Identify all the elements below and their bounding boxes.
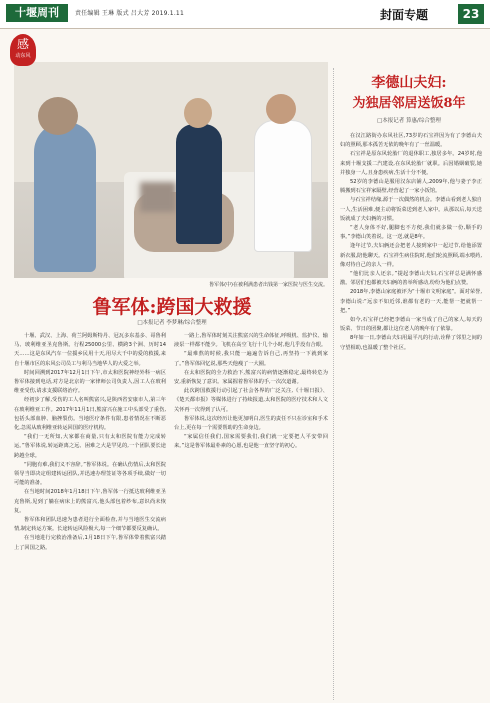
paragraph: “最难熬的时候,我只能一遍遍告诉自己,再坚持一下就到家了。”鲁军体回忆说,那些天他瘦了一大圈。 bbox=[174, 351, 328, 367]
badge-sub: 动东风 bbox=[15, 53, 31, 59]
paragraph: 如今,石宝祥已经把李德山一家当成了自己的家人,每天的饭菜、节日的团聚,都让这位老人的晚年有了依靠。 bbox=[340, 317, 482, 333]
page-header bbox=[0, 0, 490, 29]
page-number: 23 bbox=[458, 4, 484, 24]
column-divider bbox=[333, 68, 334, 700]
masthead-logo: 十堰周刊 bbox=[6, 4, 68, 22]
paragraph: 8年如一日,李德山夫妇用最平凡的行动,诠释了邻里之间的守望相助,也温暖了整个社区。 bbox=[340, 335, 482, 351]
paragraph: 在当地进行完救治准备后,1月18日下午,鲁军体带着熊富兴踏上了回国之路。 bbox=[14, 535, 166, 551]
paragraph: “家属信任我们,国家需要我们,我们就一定要把人平安带回来。”这是鲁军体最朴素的心愿,也是他一直坚守的初心。 bbox=[174, 434, 328, 450]
paragraph: “同胞有难,我们义不容辞。”鲁军体说。在确认伤情后,太和医院领导当即决定组建转运团队,并迅速办理签证等各项手续,做好一切可能的准备。 bbox=[14, 461, 166, 487]
paragraph: “老人身体不好,腿脚也不方便,我们就多做一份,顺手的事。”李德山笑着说。这一送,就是8年。 bbox=[340, 225, 482, 241]
paragraph: 石宝祥是原东风轮胎厂的退休职工,独居多年。24岁时,他来到十堰支援二汽建设,在东风轮胎厂就职。后因婚姻破裂,她并独身一人,且身患疾病,生活十分不便。 bbox=[340, 151, 482, 176]
paragraph: 鲁军体和团队迅速为患者进行全面检查,并与当地医生交流病情,制定转运方案。长途转运风险极大,每一个细节都要反复确认。 bbox=[14, 517, 166, 533]
paragraph: “我们一无所知,大家都在商量,只有太和医院有能力完成转运。”鲁军体说,转运距离之远、困难之大是罕见的,一个团队要长途跨越全球。 bbox=[14, 434, 166, 459]
left-story-title: 鲁军体:跨国大救援 bbox=[92, 296, 252, 318]
left-story-byline: □本报记者 李梦琳/综合整理 bbox=[137, 320, 207, 326]
left-story-column-2 bbox=[174, 332, 328, 698]
photo-caption: 鲁军体(中)在被利满患者出钱第一家医院与医生交流。 bbox=[209, 282, 328, 288]
paragraph: 鲁军体说,这次经历让他更加明白,医生的责任不只在诊室和手术台上,更在每一个需要帮助的生命身边。 bbox=[174, 415, 328, 432]
touching-badge-icon bbox=[10, 34, 36, 66]
paragraph: 52岁的李德山是服用汉东店铺人,2009年,他与妻子李正腾搬到石宝祥家隔壁,经营起了一家小饭馆。 bbox=[340, 179, 482, 195]
paragraph: 在当地时间2018年1月18日下午,鲁军体一行抵达玻利维亚圣克鲁斯,见到了躺在病床上的熊富兴,他头部包着纱布,意识尚未恢复。 bbox=[14, 489, 166, 514]
editor-info: 责任编辑 王琳 版式 吕大芳 2019.1.11 bbox=[75, 10, 184, 17]
paragraph: 此次跨国救援行动引起了社会各界的广泛关注,《十堰日报》、《楚天都市报》等媒体进行了持续报道,太和医院的医疗技术和人文关怀再一次得到了认可。 bbox=[174, 388, 328, 413]
paragraph: 在汉江路街办东风社区,73岁的石宝祥因为有了李德山夫妇的照顾,那本孤苦无依的晚年有了一丝温暖。 bbox=[340, 133, 482, 149]
paragraph: 与石宝祥结缘,源于一次偶然的机会。李德山看到老人独自一人,生活困难,便主动将饭菜送到老人家中。从那以后,每天送饭就成了夫妇俩的习惯。 bbox=[340, 197, 482, 222]
paragraph: 在太和医院的全力救治下,熊富兴的病情逐渐稳定,最终转危为安,重新恢复了意识。家属握着鲁军体的手,一次次道谢。 bbox=[174, 369, 328, 386]
paragraph: 时间回溯到2017年12月1日下午,市太和医院神经外科一病区鲁军体接到电话,对方是北京的一家律师公司负责人,因工人在玻利维亚受伤,请求支援联络治疗。 bbox=[14, 369, 166, 395]
right-story-title-line1: 李德山夫妇: bbox=[371, 75, 447, 91]
badge-main: 感 bbox=[16, 37, 29, 51]
story-photo bbox=[14, 62, 328, 278]
left-story-column-1 bbox=[14, 332, 166, 698]
paragraph: 2018年,李德山家庭被评为“十堰市文明家庭”。面对荣誉,李德山说:“远亲不如近邻,谁都有老的一天,能帮一把就帮一把。” bbox=[340, 289, 482, 314]
paragraph: 逢年过节,夫妇俩还会把老人接到家中一起过节,给他添置新衣服,陪他聊天。石宝祥生病住院时,他们轮流照顾,端水喂药,像对待自己的亲人一样。 bbox=[340, 243, 482, 268]
paragraph: 十堰、武汉、上海、荷兰阿姆斯特丹、冠瓦多东基多、哥鲁利马、玻利维亚圣克鲁斯。行程25000公里、横跨3个洲、历时14天……这是东风汽车一位援乡民用十天,用尽大千中的爱的救援,来自十堰市区的东风公司员工与利马当地华人的大爱之举。 bbox=[14, 333, 166, 367]
right-story-column bbox=[340, 132, 482, 698]
right-story-title-line2: 为独居邻居送饭8年 bbox=[352, 96, 466, 111]
section-title: 封面专题 bbox=[380, 8, 429, 22]
right-story-byline: □本报记者 算惠/综合整理 bbox=[377, 118, 441, 124]
paragraph: 经初步了解,受伤的工人名叫熊富兴,是陕西省安康市人,第三年在玻利维亚工作。2017年11月1日,熊富兴在施工中头部受了重伤,包括头部血肿、脑挫裂伤。当地医疗条件有限,患者情况在不断恶化,急需从玻利维亚转运回国的医疗机构。 bbox=[14, 397, 166, 432]
paragraph: 一路上,鲁军体时刻关注熊富兴的生命体征,呼吸机、监护仪、输液泵一样都不能少。飞机在高空飞行十几个小时,他几乎没有合眼。 bbox=[174, 333, 328, 349]
paragraph: “他们比亲人还亲。”提起李德山夫妇,石宝祥总是满怀感激。邻居们也都被夫妇俩的善举所感动,纷纷为他们点赞。 bbox=[340, 271, 482, 287]
